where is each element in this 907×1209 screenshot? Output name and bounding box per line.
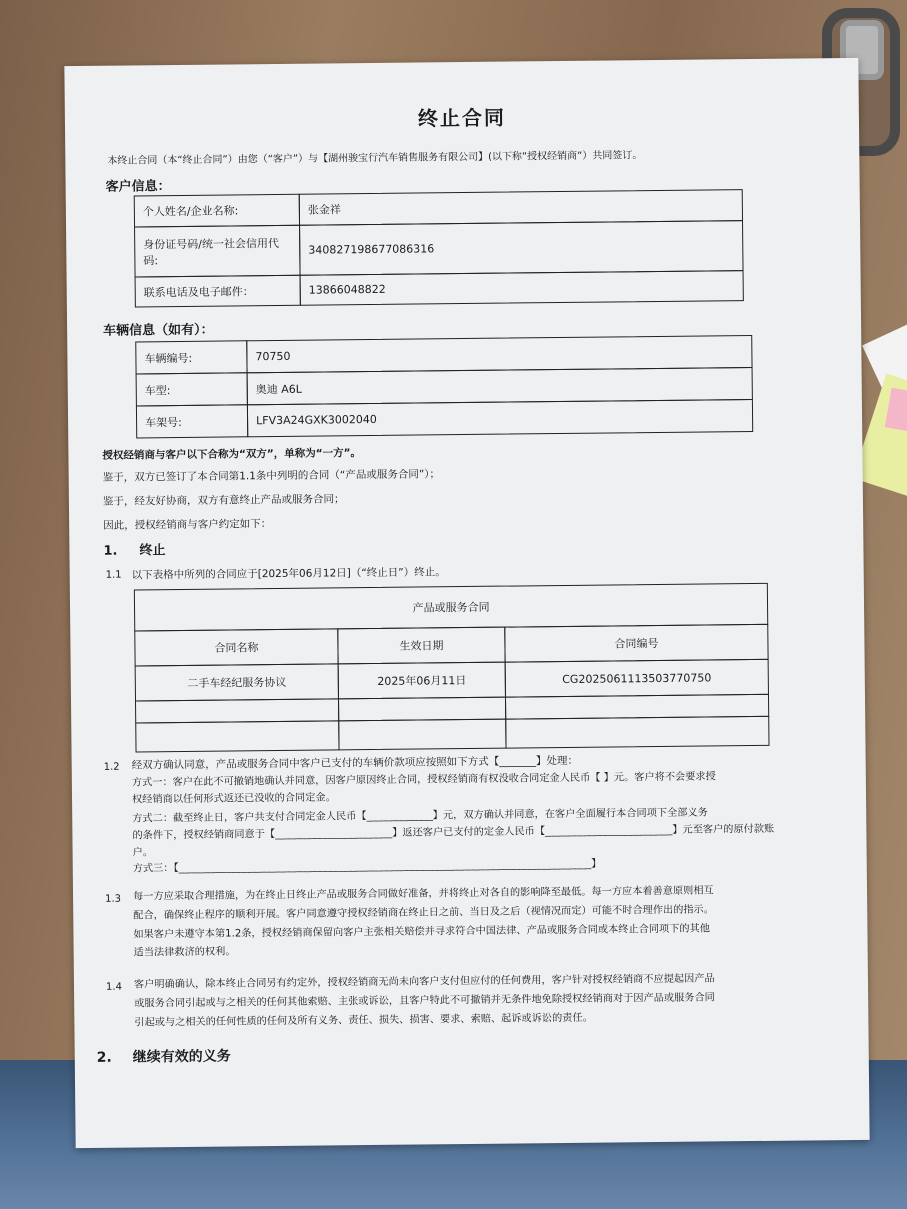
contract-row3-name (135, 720, 339, 752)
clause-1-2-option2-line2: 的条件下，授权经销商同意于【_______________________】返还客户已支付的定金人民币【_________________________】元至客户的原付款账 (132, 823, 775, 842)
vehicle-value-number: 70750 (246, 335, 752, 373)
section2-number: 2. (96, 1049, 112, 1066)
clause-1-2-number: 1.2 (103, 761, 120, 773)
customer-label-id: 身份证号码/统一社会信用代码: (134, 225, 301, 278)
clause-1-2-option1-line2: 权经销商以任何形式返还已没收的合同定金。 (131, 792, 336, 806)
clause-1-2-option3: 方式三：【_________________________________________________________________________________】 (132, 858, 602, 875)
contract-row1-name: 二手车经纪服务协议 (135, 663, 339, 701)
clause-1-3-line1: 每一方应采取合理措施，为在终止日终止产品或服务合同做好准备，并将终止对各自的影响降至最低。每一方应本着善意原则相互 (133, 885, 714, 903)
contract-row1-date: 2025年06月11日 (338, 662, 506, 700)
customer-value-name: 张金祥 (299, 189, 743, 226)
customer-value-id: 340827198677086316 (299, 220, 744, 276)
vehicle-value-model: 奥迪 A6L (247, 367, 753, 405)
vehicle-info-heading: 车辆信息（如有）： (103, 322, 214, 339)
vehicle-value-vin: LFV3A24GXK3002040 (247, 399, 753, 437)
section1-number: 1. (103, 543, 118, 559)
customer-label-name: 个人姓名/企业名称: (134, 194, 300, 228)
contract-row2-date (338, 697, 506, 722)
contract-header-date: 生效日期 (337, 627, 505, 665)
clause-1-3-line2: 配合，确保终止程序的顺利开展。客户同意遵守授权经销商在终止日之前、当日及之后（视情况而定）可能不时合理作出的指示。 (133, 904, 714, 922)
paragraph-whereas-2: 鉴于，经友好协商，双方有意终止产品或服务合同； (102, 493, 345, 508)
clause-1-1-number: 1.1 (105, 569, 122, 581)
clause-1-1-text: 以下表格中所列的合同应于[2025年06月12日]（“终止日”）终止。 (131, 566, 446, 582)
section1-heading: 终止 (139, 543, 166, 559)
customer-info-heading: 客户信息： (105, 179, 171, 195)
contract-row3-number (505, 716, 769, 749)
intro-text: 本终止合同（本“终止合同”）由您（“客户”）与【湖州骏宝行汽车销售服务有限公司】(以下称“授权经销商”）共同签订。 (107, 150, 643, 167)
clause-1-3-number: 1.3 (105, 893, 122, 905)
section2-heading: 继续有效的义务 (132, 1048, 231, 1066)
clause-1-3-line3: 如果客户未遵守本第1.2条，授权经销商保留向客户主张相关赔偿并寻求符合中国法律、产品或服务合同或本终止合同项下的其他 (133, 923, 711, 941)
vehicle-label-vin: 车架号: (136, 404, 248, 438)
document-title: 终止合同 (417, 105, 507, 131)
vehicle-label-number: 车辆编号: (135, 340, 247, 374)
clause-1-2-intro: 经双方确认同意，产品或服务合同中客户已支付的车辆价款项应按照如下方式【_______】处理： (131, 754, 578, 772)
clause-1-4-line1: 客户明确确认，除本终止合同另有约定外，授权经销商无尚未向客户支付但应付的任何费用，客户针对授权经销商不应提起因产品 (133, 973, 715, 991)
contract-table-caption: 产品或服务合同 (134, 583, 768, 632)
clause-1-3-line4: 适当法律救济的权利。 (133, 946, 236, 959)
clause-1-4-line2: 或服务合同引起或与之相关的任何其他索赔、主张或诉讼，且客户特此不可撤销并无条件地免除授权经销商对于因产品或服务合同 (134, 992, 715, 1010)
contract-paper (64, 58, 869, 1148)
paragraph-therefore: 因此，授权经销商与客户约定如下： (103, 518, 272, 532)
customer-value-contact: 13866048822 (300, 270, 744, 306)
paragraph-whereas-1: 鉴于，双方已签订了本合同第1.1条中列明的合同（“产品或服务合同”）； (102, 468, 441, 484)
paragraph-parties: 授权经销商与客户以下合称为“双方”，单称为“一方”。 (102, 447, 362, 462)
clause-1-2-option2-line1: 方式二：截至终止日，客户共支付合同定金人民币【_____________】元，双方确认并同意，在客户全面履行本合同项下全部义务 (132, 807, 708, 825)
customer-label-contact: 联系电话及电子邮件： (135, 275, 301, 308)
contract-header-name: 合同名称 (134, 628, 338, 666)
vehicle-label-model: 车型: (136, 372, 248, 406)
clause-1-2-option2-line3: 户。 (132, 847, 154, 859)
clause-1-2-option1-line1: 方式一：客户在此不可撤销地确认并同意，因客户原因终止合同，授权经销商有权没收合同定金人民币【 】元。客户将不会要求授 (131, 771, 716, 789)
contract-row3-date (338, 719, 506, 751)
clause-1-4-line3: 引起或与之相关的任何性质的任何及所有义务、责任、损失、损害、要求、索赔、起诉或诉讼的责任。 (134, 1012, 593, 1029)
clause-1-4-number: 1.4 (105, 981, 122, 993)
contract-header-number: 合同编号 (504, 624, 768, 663)
contract-row1-number: CG2025061113503770750 (505, 659, 769, 698)
